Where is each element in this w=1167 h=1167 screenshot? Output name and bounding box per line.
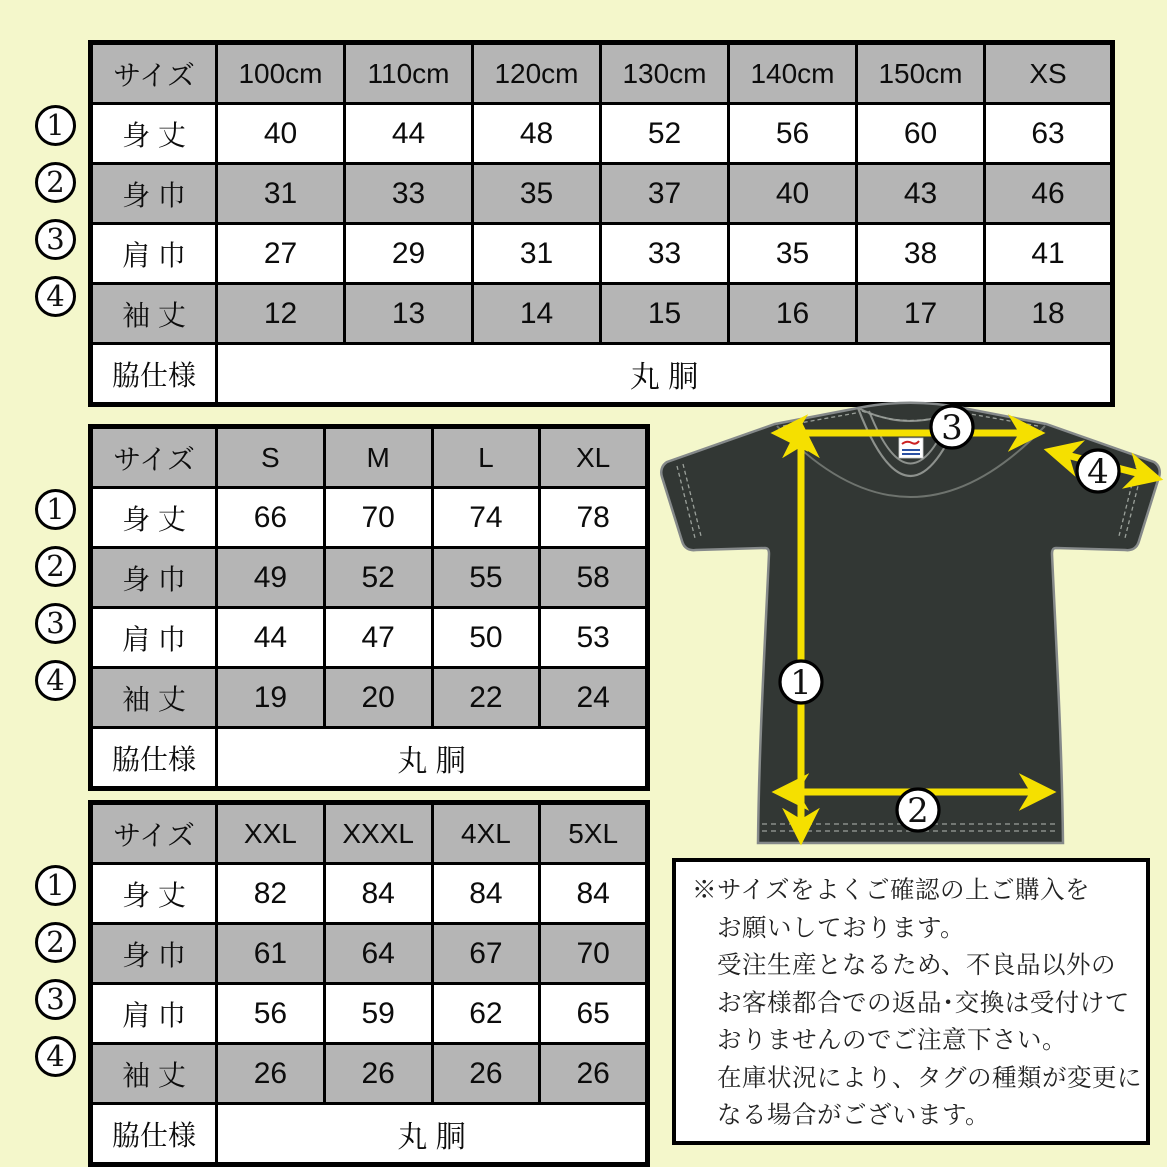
adult-size-table [88,424,650,791]
row-number-marker: 4 [35,1036,76,1077]
measure-value-cell: 55 [432,548,540,608]
notice-line: 受注生産となるため、不良品以外の [717,952,1117,979]
measure-value-cell: 58 [540,548,648,608]
footer-label-cell: 脇仕様 [91,344,217,405]
measure-value-cell: 12 [217,284,345,344]
measure-value-cell: 49 [217,548,325,608]
measure-label-cell: 肩 巾 [91,984,217,1044]
shirt-marker-1 [780,661,822,703]
size-header-cell: サイズ [91,43,217,104]
measure-value-cell: 56 [729,104,857,164]
measure-value-cell: 66 [217,488,325,548]
measure-value-cell: 44 [217,608,325,668]
footer-label-cell: 脇仕様 [91,1104,217,1165]
footer-value-cell: 丸 胴 [217,728,648,789]
shirt-marker-3 [931,406,973,448]
row-number-marker: 1 [35,489,76,530]
measure-value-cell: 31 [217,164,345,224]
row-number-marker: 3 [35,219,76,260]
shirt-marker-4 [1077,450,1119,492]
size-column-header: XS [985,43,1113,104]
measure-value-cell: 70 [324,488,432,548]
measure-value-cell: 26 [217,1044,325,1104]
svg-text:1: 1 [790,663,812,703]
row-number-marker: 1 [35,865,76,906]
row-number-marker: 4 [35,276,76,317]
footer-value-cell: 丸 胴 [217,1104,648,1165]
size-column-header: XL [540,427,648,488]
measure-value-cell: 61 [217,924,325,984]
size-column-header: 100cm [217,43,345,104]
measure-value-cell: 62 [432,984,540,1044]
size-column-header: M [324,427,432,488]
measure-value-cell: 78 [540,488,648,548]
table-row [91,488,648,548]
measure-value-cell: 44 [345,104,473,164]
shirt-marker-2 [897,789,939,831]
table-row [91,1044,648,1104]
measure-value-cell: 74 [432,488,540,548]
svg-text:4: 4 [1087,452,1109,492]
measure-value-cell: 26 [432,1044,540,1104]
collar-brand-tag [899,438,923,458]
measure-label-cell: 身 丈 [91,864,217,924]
purchase-notice-box [672,858,1150,1145]
size-column-header: XXXL [324,803,432,864]
table-row [91,668,648,728]
measure-value-cell: 40 [729,164,857,224]
table-row [91,864,648,924]
measure-value-cell: 22 [432,668,540,728]
measure-value-cell: 35 [729,224,857,284]
size-column-header: 4XL [432,803,540,864]
size-column-header: 120cm [473,43,601,104]
measure-label-cell: 肩 巾 [91,224,217,284]
row-number-marker: 2 [35,546,76,587]
table-row [91,104,1113,164]
measure-value-cell: 52 [601,104,729,164]
measure-value-cell: 52 [324,548,432,608]
measure-label-cell: 身 丈 [91,104,217,164]
measure-value-cell: 82 [217,864,325,924]
measure-value-cell: 65 [540,984,648,1044]
measure-label-cell: 袖 丈 [91,284,217,344]
table-footer-row [91,728,648,789]
notice-line: なる場合がございます。 [717,1102,991,1129]
measure-value-cell: 26 [324,1044,432,1104]
table-row [91,548,648,608]
table-row [91,164,1113,224]
measure-label-cell: 身 巾 [91,164,217,224]
measure-value-cell: 17 [857,284,985,344]
notice-line: おりませんのでご注意下さい。 [717,1027,1067,1054]
notice-line: ※サイズをよくご確認の上ご購入を [692,877,1091,904]
notice-line: お客様都合での返品･交換は受付けて [717,989,1130,1017]
measure-value-cell: 38 [857,224,985,284]
measure-value-cell: 84 [432,864,540,924]
measure-value-cell: 67 [432,924,540,984]
measure-value-cell: 29 [345,224,473,284]
measure-value-cell: 35 [473,164,601,224]
measure-value-cell: 40 [217,104,345,164]
measure-value-cell: 31 [473,224,601,284]
tshirt-measurement-diagram [655,398,1165,860]
footer-label-cell: 脇仕様 [91,728,217,789]
size-column-header: 110cm [345,43,473,104]
measure-value-cell: 50 [432,608,540,668]
measure-label-cell: 袖 丈 [91,1044,217,1104]
measure-value-cell: 47 [324,608,432,668]
size-column-header: XXL [217,803,325,864]
measure-label-cell: 身 丈 [91,488,217,548]
measure-value-cell: 33 [601,224,729,284]
measure-value-cell: 43 [857,164,985,224]
footer-value-cell: 丸 胴 [217,344,1113,405]
size-column-header: L [432,427,540,488]
measure-value-cell: 26 [540,1044,648,1104]
measure-value-cell: 63 [985,104,1113,164]
row-number-marker: 2 [35,922,76,963]
notice-line: 在庫状況により、タグの種類が変更に [717,1064,1142,1092]
measure-value-cell: 60 [857,104,985,164]
table-footer-row [91,344,1113,405]
measure-value-cell: 46 [985,164,1113,224]
measure-value-cell: 19 [217,668,325,728]
measure-value-cell: 13 [345,284,473,344]
measure-value-cell: 33 [345,164,473,224]
table-footer-row [91,1104,648,1165]
row-number-marker: 3 [35,979,76,1020]
svg-text:2: 2 [907,791,929,831]
row-number-marker: 3 [35,603,76,644]
size-header-cell: サイズ [91,427,217,488]
measure-label-cell: 袖 丈 [91,668,217,728]
measure-label-cell: 身 巾 [91,548,217,608]
row-number-marker: 1 [35,105,76,146]
notice-line: お願いしております。 [717,914,966,942]
size-column-header: 130cm [601,43,729,104]
measure-value-cell: 14 [473,284,601,344]
size-header-cell: サイズ [91,803,217,864]
measure-value-cell: 41 [985,224,1113,284]
measure-label-cell: 身 巾 [91,924,217,984]
svg-text:3: 3 [941,408,963,448]
table-row [91,608,648,668]
measure-value-cell: 70 [540,924,648,984]
measure-value-cell: 27 [217,224,345,284]
measure-value-cell: 48 [473,104,601,164]
size-column-header: 5XL [540,803,648,864]
measure-value-cell: 37 [601,164,729,224]
measure-value-cell: 24 [540,668,648,728]
measure-value-cell: 53 [540,608,648,668]
measure-value-cell: 18 [985,284,1113,344]
measure-value-cell: 15 [601,284,729,344]
big-size-table [88,800,650,1167]
table-row [91,224,1113,284]
measure-value-cell: 84 [324,864,432,924]
kids-size-table [88,40,1115,407]
measure-value-cell: 59 [324,984,432,1044]
table-row [91,924,648,984]
measure-value-cell: 64 [324,924,432,984]
size-column-header: 140cm [729,43,857,104]
measure-value-cell: 16 [729,284,857,344]
row-number-marker: 4 [35,660,76,701]
size-column-header: S [217,427,325,488]
measure-value-cell: 84 [540,864,648,924]
table-row [91,984,648,1044]
measure-label-cell: 肩 巾 [91,608,217,668]
row-number-marker: 2 [35,162,76,203]
measure-value-cell: 20 [324,668,432,728]
size-column-header: 150cm [857,43,985,104]
table-row [91,284,1113,344]
measure-value-cell: 56 [217,984,325,1044]
